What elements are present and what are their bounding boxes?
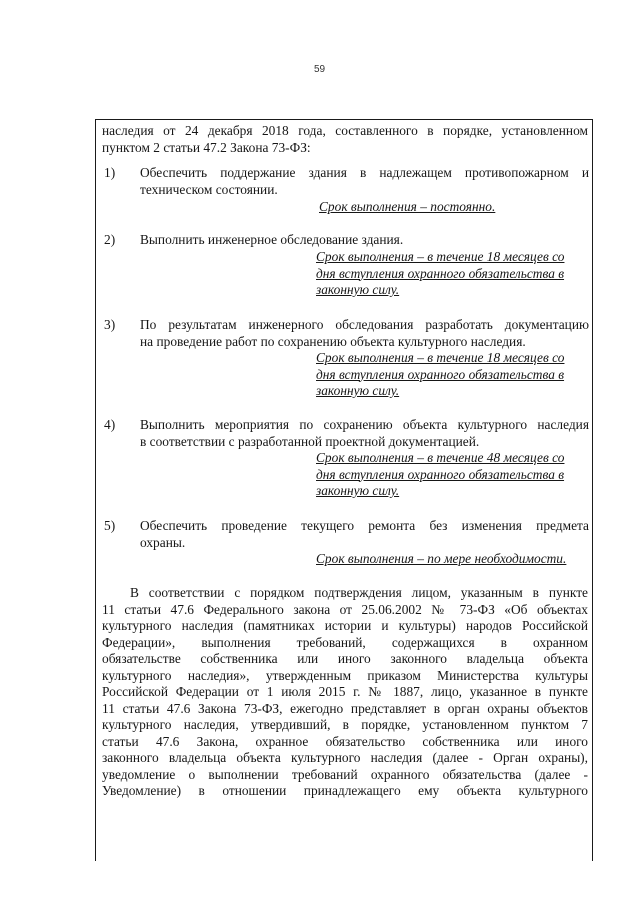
paragraph-line: статьи 47.6 Закона, охранное обязательство собственника или иного bbox=[102, 733, 588, 749]
deadline-line: Срок выполнения – в течение 18 месяцев со bbox=[316, 350, 565, 365]
deadline-line: законную силу. bbox=[316, 282, 400, 297]
paragraph-line: Уведомление) в отношении принадлежащего ему объекта культурного bbox=[102, 783, 588, 798]
paragraph-line: обязательстве собственника или иного законного владельца объекта bbox=[102, 651, 588, 666]
deadline-line: дня вступления охранного обязательства в bbox=[316, 466, 565, 482]
item-number: 4) bbox=[104, 417, 116, 432]
item-text bbox=[140, 232, 589, 249]
paragraph-line: культурного наследия, утвердивший, в порядке, установленном пунктом 7 bbox=[102, 717, 588, 732]
paragraph-line: законного владельца объекта культурного наследия (далее - Орган охраны), bbox=[102, 750, 588, 765]
paragraph-line: Федерации», выполнения требований, содержащихся в охранном bbox=[102, 634, 588, 650]
intro-text bbox=[102, 123, 588, 156]
paragraph-line: Российской Федерации от 1 июля 2015 г. № 1887, лицо, указанное в пункте bbox=[102, 684, 588, 699]
paragraph-line: 11 статьи 47.6 Федерального закона от 25.06.2002 № 73-ФЗ «Об объектах bbox=[102, 601, 588, 617]
item-deadline bbox=[316, 551, 566, 568]
item-deadline bbox=[319, 199, 495, 216]
paragraph-line: В соответствии с порядком подтверждения лицом, указанным в пункте bbox=[130, 585, 588, 600]
paragraph-line: 11 статьи 47.6 Закона 73-ФЗ, ежегодно представляет в орган охраны объектов bbox=[102, 700, 588, 716]
item-text bbox=[140, 518, 589, 551]
item-text bbox=[140, 317, 589, 350]
item-line: охраны. bbox=[140, 534, 186, 550]
item-deadline bbox=[316, 450, 564, 500]
item-number: 3) bbox=[104, 317, 116, 332]
item-number: 1) bbox=[104, 165, 116, 180]
item-line: в соответствии с разработанной проектной документацией. bbox=[140, 433, 480, 449]
item-number: 5) bbox=[104, 518, 116, 533]
deadline-line: Срок выполнения – постоянно. bbox=[319, 199, 496, 214]
deadline-line: дня вступления охранного обязательства в bbox=[316, 265, 565, 281]
item-deadline bbox=[316, 249, 564, 299]
item-line: Обеспечить проведение текущего ремонта без изменения предмета bbox=[140, 518, 589, 533]
item-deadline bbox=[316, 350, 564, 400]
item-line: техническом состоянии. bbox=[140, 181, 278, 197]
deadline-line: Срок выполнения – в течение 48 месяцев со bbox=[316, 450, 565, 465]
item-line: По результатам инженерного обследования разработать документацию bbox=[140, 317, 589, 332]
deadline-line: законную силу. bbox=[316, 483, 400, 498]
item-line: Выполнить мероприятия по сохранению объекта культурного наследия bbox=[140, 417, 589, 432]
body-paragraph bbox=[102, 585, 588, 800]
deadline-line: законную силу. bbox=[316, 383, 400, 398]
item-line: Выполнить инженерное обследование здания. bbox=[140, 232, 404, 247]
deadline-line: дня вступления охранного обязательства в bbox=[316, 366, 565, 382]
paragraph-line: уведомление о выполнении требований охранного обязательства (далее - bbox=[102, 766, 588, 782]
deadline-line: Срок выполнения – в течение 18 месяцев со bbox=[316, 249, 565, 264]
paragraph-line: культурного наследия», утвержденным приказом Министерства культуры bbox=[102, 667, 588, 683]
item-text bbox=[140, 165, 589, 198]
item-line: Обеспечить поддержание здания в надлежащем противопожарном и bbox=[140, 165, 589, 180]
page-number: 59 bbox=[313, 64, 326, 75]
intro-line: наследия от 24 декабря 2018 года, составленного в порядке, установленном bbox=[102, 123, 588, 138]
item-number: 2) bbox=[104, 232, 116, 247]
item-line: на проведение работ по сохранению объекта культурного наследия. bbox=[140, 333, 526, 349]
deadline-line: Срок выполнения – по мере необходимости. bbox=[316, 551, 567, 566]
document-frame bbox=[95, 119, 593, 861]
paragraph-line: культурного наследия (памятниках истории и культуры) народов Российской bbox=[102, 618, 588, 633]
intro-line: пунктом 2 статьи 47.2 Закона 73-ФЗ: bbox=[102, 139, 311, 155]
item-text bbox=[140, 417, 589, 450]
